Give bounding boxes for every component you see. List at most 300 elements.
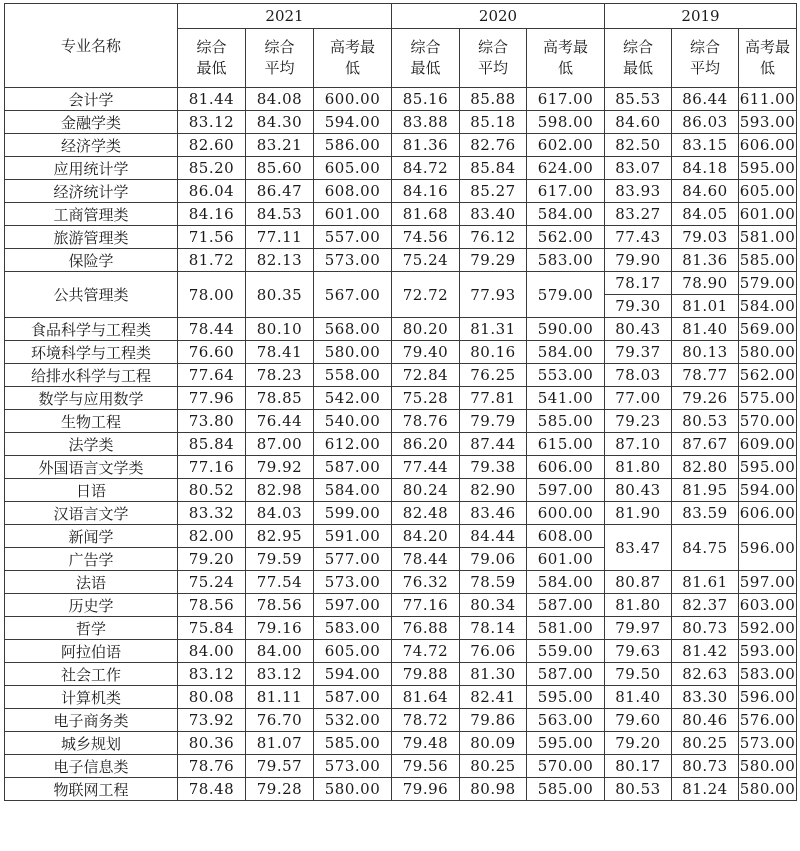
score-cell: 605.00 <box>314 640 392 663</box>
score-cell: 81.36 <box>672 249 739 272</box>
score-cell: 584.00 <box>314 479 392 502</box>
score-cell: 587.00 <box>527 594 605 617</box>
score-cell: 86.03 <box>672 111 739 134</box>
subheader-min-gaokao-2020 <box>527 29 605 88</box>
major-name-cell: 保险学 <box>5 249 178 272</box>
score-cell: 80.34 <box>460 594 527 617</box>
score-cell: 81.72 <box>178 249 246 272</box>
score-cell: 87.67 <box>672 433 739 456</box>
score-cell: 585.00 <box>527 778 605 801</box>
score-cell: 80.24 <box>392 479 460 502</box>
score-cell: 80.53 <box>605 778 672 801</box>
score-cell: 83.93 <box>605 180 672 203</box>
score-cell: 595.00 <box>739 456 797 479</box>
score-cell: 74.56 <box>392 226 460 249</box>
score-cell: 542.00 <box>314 387 392 410</box>
table-row <box>5 341 797 364</box>
score-cell: 81.95 <box>672 479 739 502</box>
score-cell: 586.00 <box>314 134 392 157</box>
score-cell: 605.00 <box>739 180 797 203</box>
major-name-cell: 社会工作 <box>5 663 178 686</box>
score-cell: 599.00 <box>314 502 392 525</box>
score-cell: 84.20 <box>392 525 460 548</box>
table-row <box>5 272 797 295</box>
score-cell: 83.27 <box>605 203 672 226</box>
score-cell: 570.00 <box>527 755 605 778</box>
major-name-cell: 数学与应用数学 <box>5 387 178 410</box>
score-cell: 85.27 <box>460 180 527 203</box>
score-cell: 75.28 <box>392 387 460 410</box>
score-cell: 80.43 <box>605 318 672 341</box>
subheader-min-composite-2021 <box>178 29 246 88</box>
score-cell: 81.24 <box>672 778 739 801</box>
score-cell: 80.16 <box>460 341 527 364</box>
year-header-2021: 2021 <box>178 4 392 29</box>
score-cell: 84.18 <box>672 157 739 180</box>
score-cell: 79.30 <box>605 295 672 318</box>
score-cell: 79.26 <box>672 387 739 410</box>
score-cell: 80.13 <box>672 341 739 364</box>
score-cell: 577.00 <box>314 548 392 571</box>
table-row <box>5 755 797 778</box>
score-cell: 580.00 <box>739 778 797 801</box>
score-cell: 81.64 <box>392 686 460 709</box>
score-cell: 73.80 <box>178 410 246 433</box>
subheader-line: 平均 <box>264 59 295 77</box>
score-cell: 567.00 <box>314 272 392 318</box>
subheader-line: 低 <box>557 59 573 77</box>
score-cell: 553.00 <box>527 364 605 387</box>
score-cell: 84.75 <box>672 525 739 571</box>
score-cell: 78.03 <box>605 364 672 387</box>
score-cell: 78.56 <box>246 594 314 617</box>
subheader-line: 综合 <box>410 38 441 56</box>
score-cell: 78.76 <box>178 755 246 778</box>
score-cell: 86.04 <box>178 180 246 203</box>
score-cell: 576.00 <box>739 709 797 732</box>
score-cell: 77.11 <box>246 226 314 249</box>
score-cell: 570.00 <box>739 410 797 433</box>
score-cell: 78.48 <box>178 778 246 801</box>
major-name-cell: 生物工程 <box>5 410 178 433</box>
score-cell: 77.93 <box>460 272 527 318</box>
score-cell: 79.79 <box>460 410 527 433</box>
score-cell: 86.47 <box>246 180 314 203</box>
score-cell: 86.44 <box>672 88 739 111</box>
score-cell: 80.73 <box>672 755 739 778</box>
table-row <box>5 226 797 249</box>
score-cell: 78.72 <box>392 709 460 732</box>
table-row <box>5 180 797 203</box>
score-cell: 84.53 <box>246 203 314 226</box>
score-cell: 85.84 <box>178 433 246 456</box>
score-cell: 79.48 <box>392 732 460 755</box>
score-cell: 85.20 <box>178 157 246 180</box>
score-cell: 81.11 <box>246 686 314 709</box>
score-cell: 624.00 <box>527 157 605 180</box>
score-cell: 584.00 <box>739 295 797 318</box>
score-cell: 78.44 <box>392 548 460 571</box>
score-cell: 76.70 <box>246 709 314 732</box>
score-cell: 596.00 <box>739 686 797 709</box>
subheader-line: 平均 <box>477 59 508 77</box>
score-cell: 580.00 <box>739 341 797 364</box>
score-cell: 72.84 <box>392 364 460 387</box>
score-cell: 597.00 <box>739 571 797 594</box>
score-cell: 557.00 <box>314 226 392 249</box>
score-cell: 83.46 <box>460 502 527 525</box>
score-cell: 593.00 <box>739 111 797 134</box>
score-cell: 77.81 <box>460 387 527 410</box>
score-cell: 592.00 <box>739 617 797 640</box>
subheader-avg-composite-2021 <box>246 29 314 88</box>
score-cell: 79.50 <box>605 663 672 686</box>
score-cell: 83.21 <box>246 134 314 157</box>
major-name-cell: 物联网工程 <box>5 778 178 801</box>
score-cell: 84.16 <box>178 203 246 226</box>
score-cell: 595.00 <box>527 686 605 709</box>
score-cell: 82.95 <box>246 525 314 548</box>
table-row <box>5 571 797 594</box>
major-name-cell: 经济统计学 <box>5 180 178 203</box>
major-name-cell: 食品科学与工程类 <box>5 318 178 341</box>
score-cell: 84.30 <box>246 111 314 134</box>
score-cell: 559.00 <box>527 640 605 663</box>
score-cell: 79.20 <box>605 732 672 755</box>
score-cell: 84.03 <box>246 502 314 525</box>
score-cell: 75.24 <box>178 571 246 594</box>
score-cell: 590.00 <box>527 318 605 341</box>
score-cell: 595.00 <box>527 732 605 755</box>
score-cell: 585.00 <box>527 410 605 433</box>
score-cell: 84.60 <box>605 111 672 134</box>
score-cell: 584.00 <box>527 341 605 364</box>
score-cell: 81.40 <box>672 318 739 341</box>
score-cell: 600.00 <box>527 502 605 525</box>
score-cell: 85.53 <box>605 88 672 111</box>
score-cell: 617.00 <box>527 88 605 111</box>
major-name-cell: 工商管理类 <box>5 203 178 226</box>
score-cell: 80.17 <box>605 755 672 778</box>
score-cell: 80.43 <box>605 479 672 502</box>
score-cell: 82.76 <box>460 134 527 157</box>
score-cell: 602.00 <box>527 134 605 157</box>
major-name-cell: 外国语言文学类 <box>5 456 178 479</box>
score-cell: 80.53 <box>672 410 739 433</box>
score-cell: 594.00 <box>739 479 797 502</box>
table-row <box>5 134 797 157</box>
score-cell: 79.57 <box>246 755 314 778</box>
subheader-line: 高考最 <box>542 38 588 56</box>
score-cell: 569.00 <box>739 318 797 341</box>
score-cell: 80.20 <box>392 318 460 341</box>
major-name-cell: 城乡规划 <box>5 732 178 755</box>
score-cell: 81.80 <box>605 594 672 617</box>
table-row <box>5 594 797 617</box>
subheader-line: 高考最 <box>329 38 375 56</box>
score-cell: 596.00 <box>739 525 797 571</box>
score-cell: 79.16 <box>246 617 314 640</box>
score-cell: 597.00 <box>314 594 392 617</box>
score-cell: 80.36 <box>178 732 246 755</box>
score-cell: 84.00 <box>178 640 246 663</box>
score-cell: 87.10 <box>605 433 672 456</box>
score-cell: 584.00 <box>527 203 605 226</box>
major-name-cell: 法学类 <box>5 433 178 456</box>
major-name-cell: 汉语言文学 <box>5 502 178 525</box>
score-cell: 573.00 <box>739 732 797 755</box>
score-cell: 87.00 <box>246 433 314 456</box>
major-name-cell: 应用统计学 <box>5 157 178 180</box>
score-cell: 71.56 <box>178 226 246 249</box>
score-cell: 606.00 <box>739 502 797 525</box>
score-cell: 83.47 <box>605 525 672 571</box>
score-cell: 601.00 <box>527 548 605 571</box>
score-cell: 595.00 <box>739 157 797 180</box>
major-name-cell: 给排水科学与工程 <box>5 364 178 387</box>
score-cell: 575.00 <box>739 387 797 410</box>
table-row <box>5 686 797 709</box>
score-cell: 79.28 <box>246 778 314 801</box>
score-cell: 83.88 <box>392 111 460 134</box>
score-cell: 605.00 <box>314 157 392 180</box>
table-row <box>5 111 797 134</box>
major-name-cell: 公共管理类 <box>5 272 178 318</box>
score-cell: 80.46 <box>672 709 739 732</box>
score-cell: 563.00 <box>527 709 605 732</box>
score-cell: 587.00 <box>314 686 392 709</box>
score-cell: 82.60 <box>178 134 246 157</box>
table-row <box>5 88 797 111</box>
table-row <box>5 732 797 755</box>
score-cell: 83.15 <box>672 134 739 157</box>
major-name-cell: 会计学 <box>5 88 178 111</box>
subheader-line: 综合 <box>477 38 508 56</box>
score-cell: 608.00 <box>527 525 605 548</box>
score-cell: 583.00 <box>527 249 605 272</box>
score-cell: 81.61 <box>672 571 739 594</box>
score-cell: 84.16 <box>392 180 460 203</box>
score-cell: 78.90 <box>672 272 739 295</box>
score-cell: 79.96 <box>392 778 460 801</box>
score-cell: 78.00 <box>178 272 246 318</box>
score-cell: 608.00 <box>314 180 392 203</box>
score-cell: 81.40 <box>605 686 672 709</box>
score-cell: 77.54 <box>246 571 314 594</box>
score-cell: 79.97 <box>605 617 672 640</box>
major-name-cell: 金融学类 <box>5 111 178 134</box>
score-cell: 79.20 <box>178 548 246 571</box>
score-cell: 83.40 <box>460 203 527 226</box>
table-row <box>5 709 797 732</box>
score-cell: 603.00 <box>739 594 797 617</box>
score-cell: 78.85 <box>246 387 314 410</box>
score-cell: 86.20 <box>392 433 460 456</box>
score-cell: 79.88 <box>392 663 460 686</box>
table-row <box>5 525 797 548</box>
score-cell: 84.72 <box>392 157 460 180</box>
score-cell: 81.90 <box>605 502 672 525</box>
score-cell: 75.24 <box>392 249 460 272</box>
score-cell: 76.06 <box>460 640 527 663</box>
score-cell: 82.90 <box>460 479 527 502</box>
score-cell: 83.12 <box>178 111 246 134</box>
subheader-min-gaokao-2019 <box>739 29 797 88</box>
major-name-cell: 新闻学 <box>5 525 178 548</box>
score-cell: 85.16 <box>392 88 460 111</box>
score-cell: 584.00 <box>527 571 605 594</box>
score-cell: 77.16 <box>392 594 460 617</box>
subheader-line: 综合 <box>196 38 227 56</box>
score-cell: 573.00 <box>314 249 392 272</box>
score-cell: 601.00 <box>739 203 797 226</box>
score-cell: 532.00 <box>314 709 392 732</box>
score-cell: 591.00 <box>314 525 392 548</box>
score-cell: 81.80 <box>605 456 672 479</box>
subheader-avg-composite-2020 <box>460 29 527 88</box>
score-cell: 73.92 <box>178 709 246 732</box>
score-cell: 72.72 <box>392 272 460 318</box>
score-cell: 79.90 <box>605 249 672 272</box>
score-cell: 583.00 <box>314 617 392 640</box>
score-cell: 78.77 <box>672 364 739 387</box>
score-cell: 84.08 <box>246 88 314 111</box>
score-cell: 562.00 <box>739 364 797 387</box>
score-cell: 79.40 <box>392 341 460 364</box>
score-cell: 85.18 <box>460 111 527 134</box>
major-name-cell: 计算机类 <box>5 686 178 709</box>
score-cell: 83.32 <box>178 502 246 525</box>
table-row <box>5 249 797 272</box>
score-cell: 82.48 <box>392 502 460 525</box>
score-cell: 79.29 <box>460 249 527 272</box>
table-row <box>5 479 797 502</box>
score-cell: 80.52 <box>178 479 246 502</box>
score-cell: 80.09 <box>460 732 527 755</box>
major-name-cell: 经济学类 <box>5 134 178 157</box>
score-cell: 80.25 <box>460 755 527 778</box>
score-cell: 617.00 <box>527 180 605 203</box>
score-cell: 597.00 <box>527 479 605 502</box>
score-cell: 615.00 <box>527 433 605 456</box>
score-cell: 594.00 <box>314 111 392 134</box>
score-cell: 79.38 <box>460 456 527 479</box>
score-cell: 80.10 <box>246 318 314 341</box>
score-cell: 612.00 <box>314 433 392 456</box>
score-cell: 579.00 <box>739 272 797 295</box>
score-cell: 79.92 <box>246 456 314 479</box>
score-cell: 587.00 <box>527 663 605 686</box>
year-header-2020: 2020 <box>392 4 605 29</box>
major-name-header: 专业名称 <box>5 4 178 88</box>
score-cell: 84.44 <box>460 525 527 548</box>
score-cell: 81.30 <box>460 663 527 686</box>
score-cell: 80.98 <box>460 778 527 801</box>
score-cell: 77.64 <box>178 364 246 387</box>
score-cell: 78.76 <box>392 410 460 433</box>
table-row <box>5 433 797 456</box>
score-cell: 75.84 <box>178 617 246 640</box>
score-cell: 568.00 <box>314 318 392 341</box>
score-cell: 79.37 <box>605 341 672 364</box>
score-cell: 74.72 <box>392 640 460 663</box>
score-cell: 601.00 <box>314 203 392 226</box>
score-cell: 83.30 <box>672 686 739 709</box>
table-row <box>5 640 797 663</box>
score-cell: 580.00 <box>314 341 392 364</box>
score-cell: 85.60 <box>246 157 314 180</box>
score-cell: 84.60 <box>672 180 739 203</box>
score-cell: 573.00 <box>314 755 392 778</box>
score-cell: 573.00 <box>314 571 392 594</box>
score-cell: 78.44 <box>178 318 246 341</box>
table-row <box>5 157 797 180</box>
major-name-cell: 旅游管理类 <box>5 226 178 249</box>
table-row <box>5 318 797 341</box>
score-cell: 78.59 <box>460 571 527 594</box>
score-cell: 83.12 <box>178 663 246 686</box>
score-cell: 80.25 <box>672 732 739 755</box>
score-cell: 609.00 <box>739 433 797 456</box>
score-cell: 581.00 <box>527 617 605 640</box>
score-cell: 580.00 <box>314 778 392 801</box>
score-cell: 78.41 <box>246 341 314 364</box>
subheader-line: 高考最 <box>744 38 790 56</box>
score-cell: 82.00 <box>178 525 246 548</box>
score-cell: 87.44 <box>460 433 527 456</box>
score-cell: 81.42 <box>672 640 739 663</box>
major-name-cell: 电子商务类 <box>5 709 178 732</box>
subheader-line: 综合 <box>622 38 653 56</box>
score-cell: 541.00 <box>527 387 605 410</box>
score-cell: 77.96 <box>178 387 246 410</box>
score-cell: 79.03 <box>672 226 739 249</box>
score-cell: 587.00 <box>314 456 392 479</box>
score-cell: 579.00 <box>527 272 605 318</box>
subheader-min-composite-2019 <box>605 29 672 88</box>
subheader-line: 平均 <box>689 59 720 77</box>
table-row <box>5 387 797 410</box>
score-cell: 82.13 <box>246 249 314 272</box>
major-name-cell: 哲学 <box>5 617 178 640</box>
score-table <box>4 3 797 801</box>
score-cell: 540.00 <box>314 410 392 433</box>
score-cell: 76.60 <box>178 341 246 364</box>
table-row <box>5 203 797 226</box>
score-cell: 80.73 <box>672 617 739 640</box>
score-cell: 585.00 <box>739 249 797 272</box>
score-cell: 83.07 <box>605 157 672 180</box>
major-name-cell: 历史学 <box>5 594 178 617</box>
score-cell: 606.00 <box>739 134 797 157</box>
score-cell: 82.98 <box>246 479 314 502</box>
score-cell: 80.35 <box>246 272 314 318</box>
score-cell: 585.00 <box>314 732 392 755</box>
score-cell: 562.00 <box>527 226 605 249</box>
score-cell: 77.44 <box>392 456 460 479</box>
score-cell: 77.16 <box>178 456 246 479</box>
score-cell: 79.59 <box>246 548 314 571</box>
major-name-cell: 法语 <box>5 571 178 594</box>
score-cell: 77.43 <box>605 226 672 249</box>
score-cell: 82.50 <box>605 134 672 157</box>
score-cell: 84.05 <box>672 203 739 226</box>
score-cell: 76.25 <box>460 364 527 387</box>
score-cell: 76.12 <box>460 226 527 249</box>
score-cell: 82.41 <box>460 686 527 709</box>
year-header-2019: 2019 <box>605 4 797 29</box>
subheader-avg-composite-2019 <box>672 29 739 88</box>
